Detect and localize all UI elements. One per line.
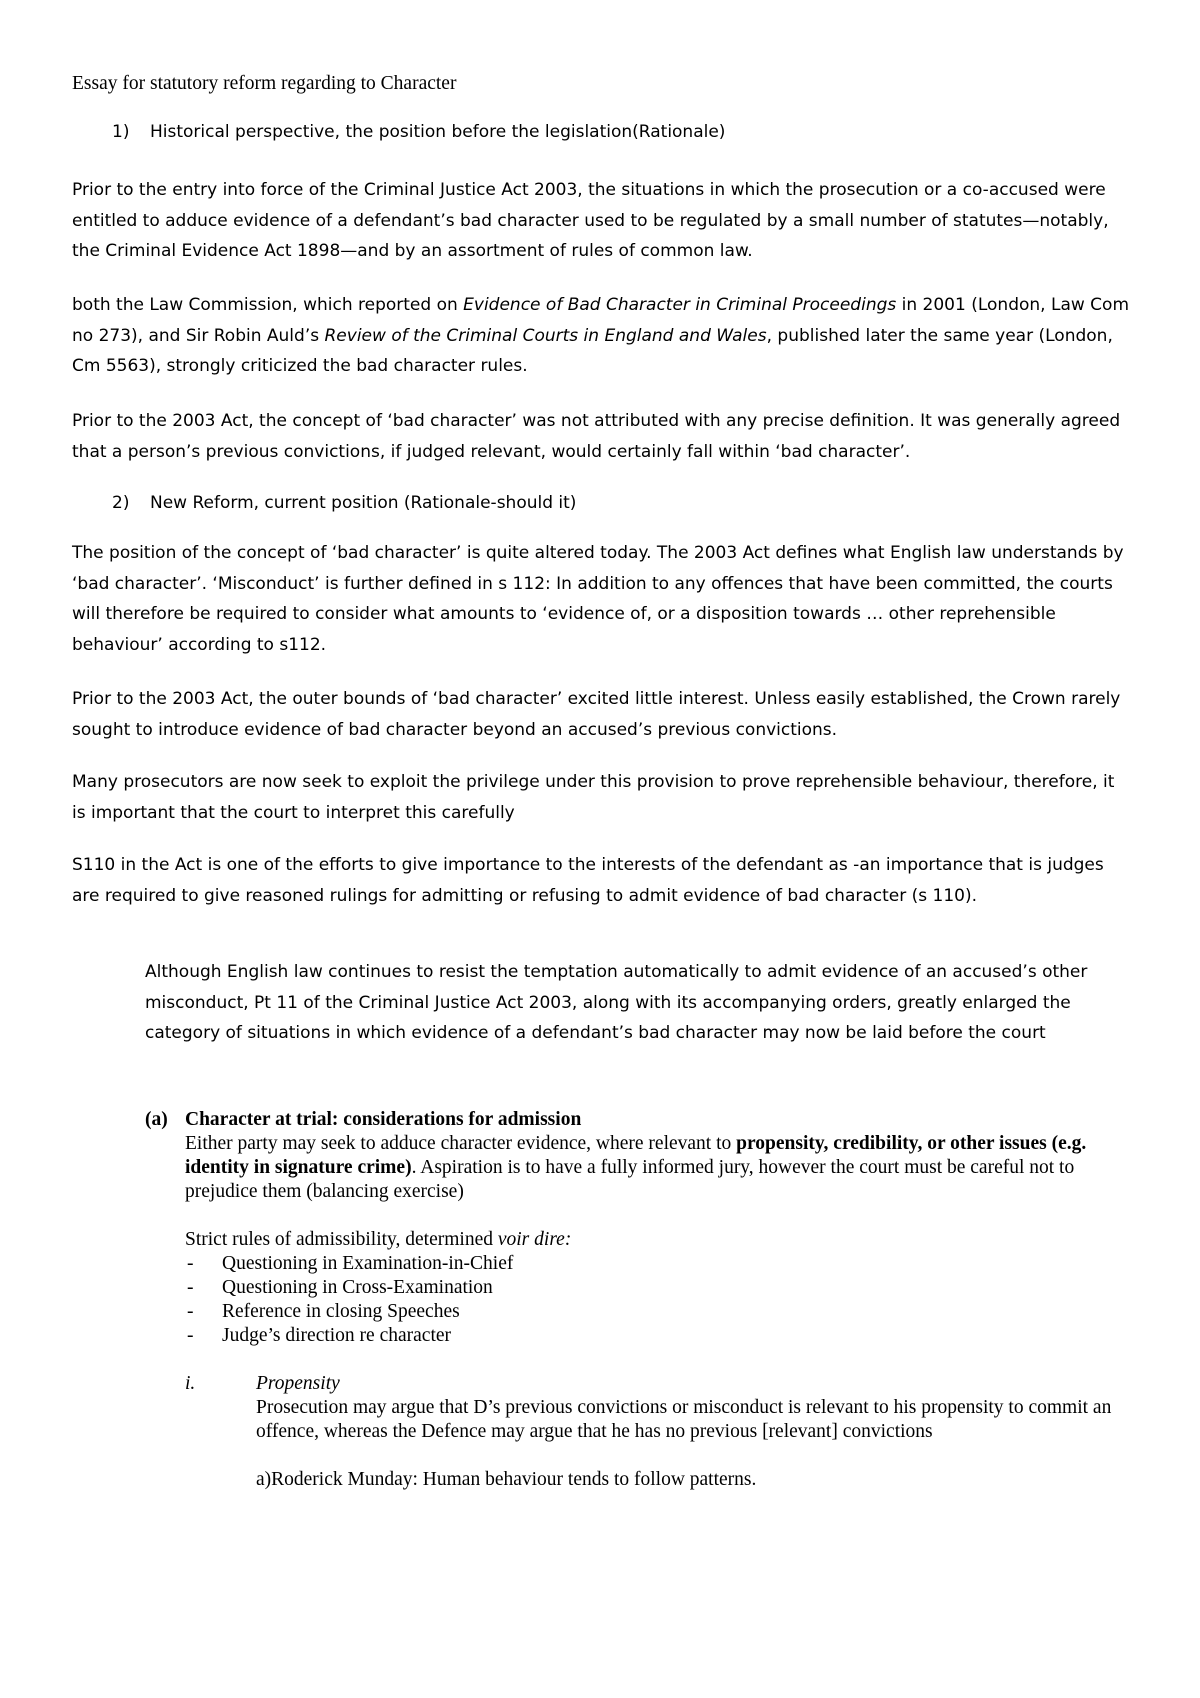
text-segment: . Aspiration is to have a fully informed jury, however the court must be careful not to prejudice them (balancing exercise): [185, 1157, 1075, 1202]
text-segment: , published later the same year (London, Cm 5563), strongly criticized the bad character rules.: [72, 325, 1113, 376]
paragraph-position-altered: The position of the concept of ‘bad character’ is quite altered today. The 2003 Act defines what English law understands by ‘bad character’. ‘Misconduct’ is further defined in s 112: In addition to any offences that have been committed, the courts will therefore be required to consider what amounts to ‘evidence of, or a disposition towards … other reprehensible behaviour’ according to s112.: [72, 543, 1124, 655]
section-a-paragraph: [185, 1132, 1135, 1204]
text-segment: both the Law Commission, which reported on: [72, 295, 464, 315]
admissibility-list: [185, 1252, 1135, 1348]
section-a-title: Character at trial: considerations for admission: [185, 1109, 582, 1130]
subsection-i-note: a)Roderick Munday: Human behaviour tends to follow patterns.: [256, 1469, 757, 1490]
heading-1-number: 1): [112, 122, 130, 142]
paragraph-english-law-resists: Although English law continues to resist the temptation automatically to admit evidence of an accused’s other misconduct, Pt 11 of the Criminal Justice Act 2003, along with its accompanying orders, greatly enlarged the category of situations in which evidence of a defendant’s bad character may now be laid before the court: [145, 962, 1088, 1043]
heading-1: [112, 117, 725, 148]
italic-text-segment: voir dire:: [497, 1229, 572, 1250]
heading-1-text: Historical perspective, the position before the legislation(Rationale): [150, 122, 726, 142]
bold-text-segment: propensity, credibility, or other issues (e.g. identity in signature crime): [185, 1133, 1087, 1178]
text-segment: Either party may seek to adduce character evidence, where relevant to: [185, 1133, 737, 1154]
heading-2-number: 2): [112, 493, 130, 513]
text-segment: Strict rules of admissibility, determined: [185, 1229, 498, 1250]
document-title: Essay for statutory reform regarding to Character: [72, 73, 457, 94]
paragraph-law-commission: [72, 290, 1132, 382]
section-a-label: (a): [145, 1109, 168, 1130]
list-item: - Questioning in Examination-in-Chief: [185, 1252, 1135, 1276]
subsection-i-text: Prosecution may argue that D’s previous convictions or misconduct is relevant to his propensity to commit an offence, whereas the Defence may argue that he has no previous [relevant] convictions: [256, 1397, 1112, 1442]
text-segment: in 2001 (London, Law Com no 273), and Sir Robin Auld’s: [72, 295, 1130, 346]
admissibility-rules: [185, 1228, 1135, 1252]
list-item: - Questioning in Cross-Examination: [185, 1276, 1135, 1300]
list-item: - Reference in closing Speeches: [185, 1300, 1135, 1324]
report-title-auld-review: Review of the Criminal Courts in England and Wales: [324, 325, 767, 346]
paragraph-s110: S110 in the Act is one of the efforts to give importance to the interests of the defendant as -an importance that is judges are required to give reasoned rulings for admitting or refusing to admit evidence of bad character (s 110).: [72, 855, 1104, 906]
subsection-i: [185, 1372, 1135, 1492]
paragraph-outer-bounds: Prior to the 2003 Act, the outer bounds of ‘bad character’ excited little interest. Unless easily established, the Crown rarely sought to introduce evidence of bad character beyond an accused’s previous convictions.: [72, 689, 1121, 740]
paragraph-prosecutors: Many prosecutors are now seek to exploit the privilege under this provision to prove reprehensible behaviour, therefore, it is important that the court to interpret this carefully: [72, 772, 1115, 823]
subsection-i-number: i.: [185, 1373, 196, 1394]
list-item: - Judge’s direction re character: [185, 1324, 1135, 1348]
paragraph-prior-to-cja: Prior to the entry into force of the Criminal Justice Act 2003, the situations in which the prosecution or a co-accused were entitled to adduce evidence of a defendant’s bad character used to be regulated by a small number of statutes—notably, the Criminal Evidence Act 1898—and by an assortment of rules of common law.: [72, 180, 1109, 261]
section-a: [145, 1108, 1135, 1492]
subsection-i-title: Propensity: [256, 1373, 340, 1394]
report-title-law-commission: Evidence of Bad Character in Criminal Proceedings: [463, 295, 897, 315]
heading-2: [112, 488, 576, 519]
heading-2-text: New Reform, current position (Rationale-should it): [150, 493, 577, 513]
paragraph-concept-before-2003: Prior to the 2003 Act, the concept of ‘bad character’ was not attributed with any precise definition. It was generally agreed that a person’s previous convictions, if judged relevant, would certainly fall within ‘bad character’.: [72, 411, 1121, 462]
